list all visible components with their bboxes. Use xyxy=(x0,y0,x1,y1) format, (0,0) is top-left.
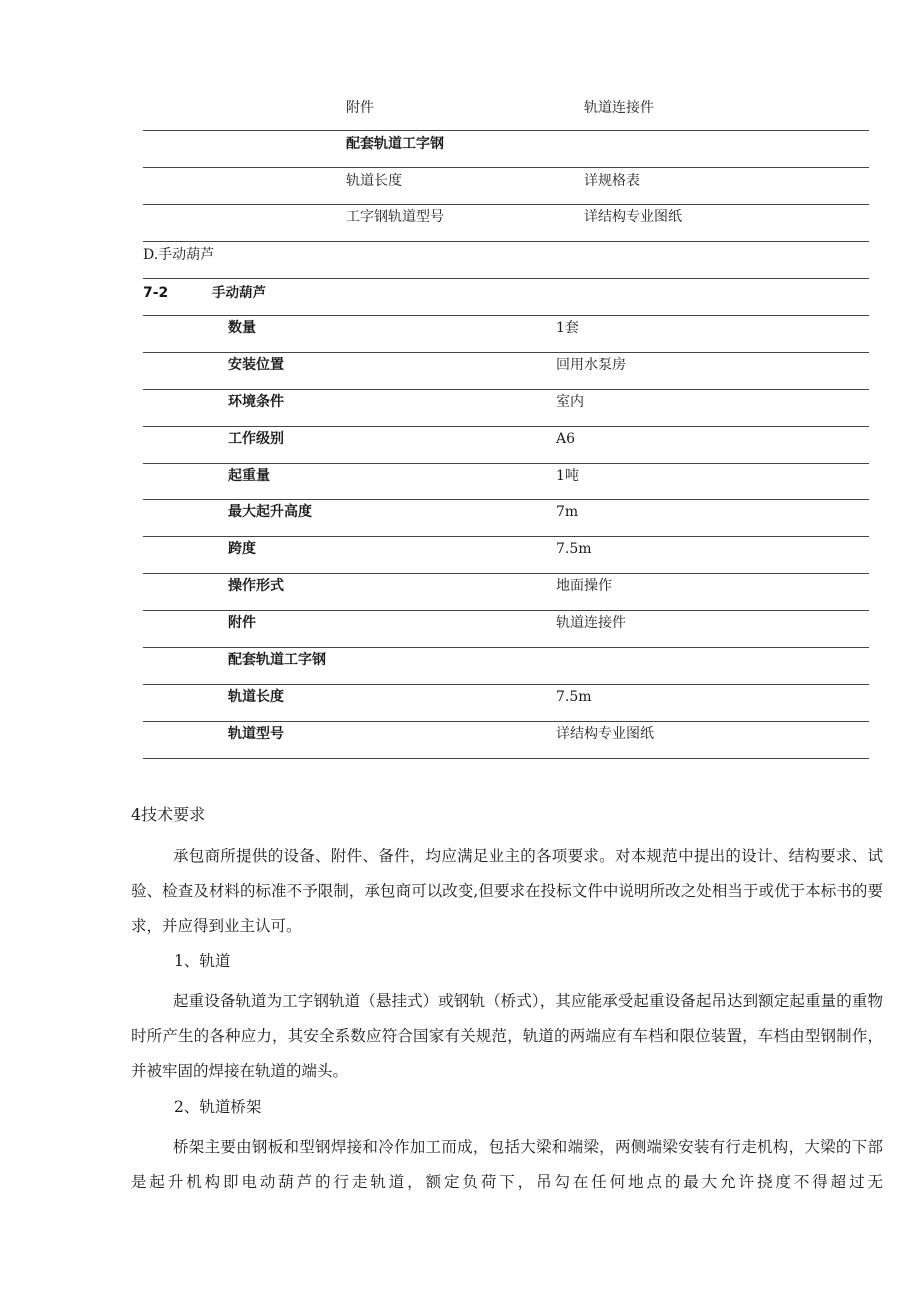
hoist-spec-label: 跨度 xyxy=(228,541,256,557)
hoist-spec-value: 地面操作 xyxy=(556,578,612,594)
hoist-spec-label: 操作形式 xyxy=(228,578,284,594)
rail-spec-label: 附件 xyxy=(346,100,374,116)
table-rule xyxy=(143,278,869,279)
rail-paragraph: 起重设备轨道为工字钢轨道（悬挂式）或钢轨（桥式），其应能承受起重设备起吊达到额定起重量的重物时所产生的各种应力，其安全系数应符合国家有关规范，轨道的两端应有车档和限位装置，车档由型钢制作，并被牢固的焊接在轨道的端头。 xyxy=(131,992,883,1080)
hoist-spec-value: 室内 xyxy=(556,394,584,410)
subsection-title: 1、轨道 xyxy=(174,952,231,970)
hoist-spec-value: A6 xyxy=(556,431,576,447)
rail-spec-label: 配套轨道工字钢 xyxy=(346,136,444,152)
table-rule xyxy=(143,352,869,353)
bridge-paragraph: 桥架主要由钢板和型钢焊接和冷作加工而成，包括大梁和端梁，两侧端梁安装有行走机构，大梁的下部是起升机构即电动葫芦的行走轨道，额定负荷下，吊勾在任何地点的最大允许挠度不得超过无 xyxy=(131,1138,883,1191)
hoist-spec-label: 工作级别 xyxy=(228,431,284,447)
hoist-spec-value: 7.5m xyxy=(556,689,592,705)
hoist-spec-label: 起重量 xyxy=(228,468,270,484)
table-rule xyxy=(143,684,869,685)
table-rule xyxy=(143,241,869,242)
table-rule xyxy=(143,758,869,759)
hoist-spec-value: 7m xyxy=(556,504,579,520)
rail-spec-label: 轨道长度 xyxy=(346,173,402,189)
table-rule xyxy=(143,499,869,500)
table-rule xyxy=(143,610,869,611)
rail-spec-label: 工字钢轨道型号 xyxy=(346,209,444,225)
hoist-spec-value: 7.5m xyxy=(556,541,592,557)
rail-spec-value: 详结构专业图纸 xyxy=(584,209,682,225)
hoist-spec-value: 1吨 xyxy=(556,468,579,484)
hoist-spec-value: 回用水泵房 xyxy=(556,357,626,373)
hoist-spec-label: 轨道长度 xyxy=(228,689,284,705)
hoist-spec-value: 1套 xyxy=(556,320,579,336)
section-heading: 4技术要求 xyxy=(131,805,206,824)
item-title: 手动葫芦 xyxy=(212,285,266,301)
table-rule xyxy=(143,130,869,131)
table-rule xyxy=(143,204,869,205)
hoist-spec-label: 最大起升高度 xyxy=(228,504,312,520)
intro-paragraph: 承包商所提供的设备、附件、备件，均应满足业主的各项要求。对本规范中提出的设计、结构要求、试验、检查及材料的标准不予限制，承包商可以改变,但要求在投标文件中说明所改之处相当于或优于本标书的要求，并应得到业主认可。 xyxy=(131,847,883,935)
hoist-spec-label: 附件 xyxy=(228,615,256,631)
rail-spec-value: 轨道连接件 xyxy=(584,100,654,116)
table-rule xyxy=(143,721,869,722)
hoist-spec-label: 数量 xyxy=(228,320,256,336)
table-rule xyxy=(143,573,869,574)
table-rule xyxy=(143,463,869,464)
rail-spec-value: 详规格表 xyxy=(584,173,640,189)
subsection-title: 2、轨道桥架 xyxy=(174,1098,262,1116)
table-rule xyxy=(143,647,869,648)
table-rule xyxy=(143,536,869,537)
hoist-spec-value: 轨道连接件 xyxy=(556,615,626,631)
section-d-title: D.手动葫芦 xyxy=(143,247,215,263)
hoist-spec-value: 详结构专业图纸 xyxy=(556,726,654,742)
table-rule xyxy=(143,389,869,390)
table-rule xyxy=(143,167,869,168)
hoist-spec-label: 配套轨道工字钢 xyxy=(228,652,326,668)
hoist-spec-label: 环境条件 xyxy=(228,394,284,410)
hoist-spec-label: 轨道型号 xyxy=(228,726,284,742)
table-rule xyxy=(143,426,869,427)
hoist-spec-label: 安装位置 xyxy=(228,357,284,373)
table-rule xyxy=(143,315,869,316)
item-number: 7-2 xyxy=(143,285,169,301)
